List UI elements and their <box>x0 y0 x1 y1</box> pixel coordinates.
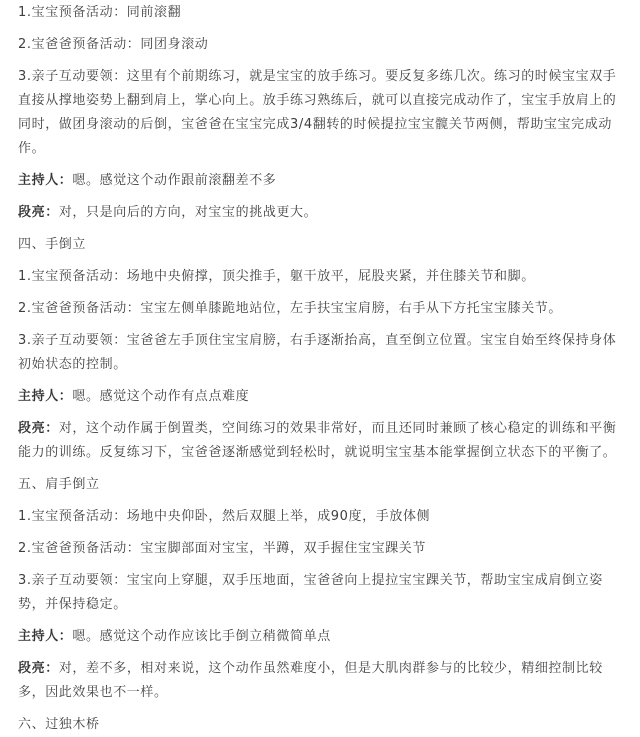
speaker-label: 段亮： <box>18 421 59 436</box>
paragraph-2: 2.宝爸爸预备活动：同团身滚动 <box>18 37 209 52</box>
dialog-host-1 <box>18 169 628 193</box>
speaker-label: 主持人： <box>18 173 73 188</box>
paragraph-5-1: 1.宝宝预备活动：场地中央仰卧，然后双腿上举，成90度，手放体侧 <box>18 509 431 524</box>
paragraph-4-3: 3.亲子互动要领：宝爸爸左手顶住宝宝肩膀，右手逐渐抬高，直至倒立位置。宝宝自始至终保持身体初始状态的控制。 <box>18 333 617 372</box>
dialog-duanliang-1 <box>18 201 628 225</box>
speaker-label: 主持人： <box>18 389 73 404</box>
dialog-text: 嗯。感觉这个动作应该比手倒立稍微简单点 <box>72 629 331 644</box>
paragraph-3: 3.亲子互动要领：这里有个前期练习，就是宝宝的放手练习。要反复多练几次。练习的时候宝宝双手直接从撑地姿势上翻到肩上，掌心向上。放手练习熟练后，就可以直接完成动作了，宝宝手放肩上的同时，做团身滚动的后倒，宝爸爸在宝宝完成3/4翻转的时候提拉宝宝髋关节两侧，帮助宝宝完成动作。 <box>18 69 617 156</box>
dialog-text: 对，只是向后的方向，对宝宝的挑战更大。 <box>58 205 318 220</box>
paragraph-4-1: 1.宝宝预备活动：场地中央俯撑，顶尖推手，躯干放平，屁股夹紧，并住膝关节和脚。 <box>18 269 535 284</box>
paragraph-5-2: 2.宝爸爸预备活动：宝宝脚部面对宝宝，半蹲，双手握住宝宝踝关节 <box>18 541 427 556</box>
dialog-text: 嗯。感觉这个动作有点点难度 <box>72 389 250 404</box>
dialog-text: 嗯。感觉这个动作跟前滚翻差不多 <box>72 173 277 188</box>
speaker-label: 段亮： <box>18 661 59 676</box>
paragraph-5-3: 3.亲子互动要领：宝宝向上穿腿，双手压地面，宝爸爸向上提拉宝宝踝关节，帮助宝宝成肩倒立姿势，并保持稳定。 <box>18 573 603 612</box>
dialog-duanliang-3 <box>18 657 628 705</box>
speaker-label: 主持人： <box>18 629 73 644</box>
speaker-label: 段亮： <box>18 205 59 220</box>
dialog-duanliang-2 <box>18 417 628 465</box>
section-heading-4: 四、手倒立 <box>18 237 87 252</box>
dialog-text: 对，差不多，相对来说，这个动作虽然难度小，但是大肌肉群参与的比较少，精细控制比较多，因此效果也不一样。 <box>18 661 603 700</box>
dialog-host-2 <box>18 385 628 409</box>
section-heading-5: 五、肩手倒立 <box>18 477 100 492</box>
paragraph-1: 1.宝宝预备活动：同前滚翻 <box>18 5 182 20</box>
section-heading-6: 六、过独木桥 <box>18 717 100 732</box>
paragraph-4-2: 2.宝爸爸预备活动：宝宝左侧单膝跪地站位，左手扶宝宝肩膀，右手从下方托宝宝膝关节。 <box>18 301 563 316</box>
dialog-text: 对，这个动作属于倒置类，空间练习的效果非常好，而且还同时兼顾了核心稳定的训练和平衡能力的训练。反复练习下，宝爸爸逐渐感觉到轻松时，就说明宝宝基本能掌握倒立状态下的平衡了。 <box>18 421 617 460</box>
